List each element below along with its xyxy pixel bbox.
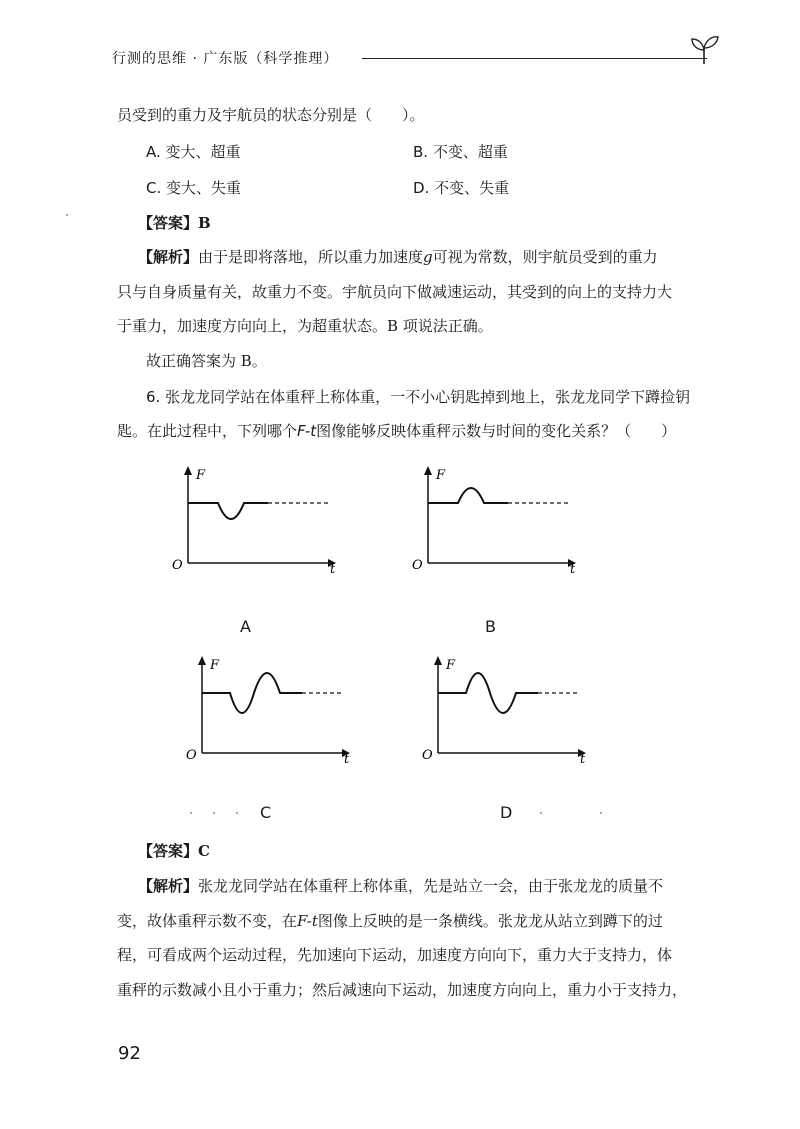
q5-option-c: C. 变大、失重 bbox=[146, 179, 242, 197]
graph-b bbox=[408, 463, 588, 583]
scan-dot bbox=[236, 812, 238, 814]
q6-stem-line-1: 6. 张龙龙同学站在体重秤上称体重，一不小心钥匙掉到地上，张龙龙同学下蹲捡钥 bbox=[146, 388, 691, 406]
stem-text: 图像能够反映体重秤示数与时间的变化关系？（ ） bbox=[316, 422, 677, 440]
q6-analysis-line-1 bbox=[138, 876, 738, 896]
header-rule bbox=[362, 58, 707, 59]
y-axis-arrow bbox=[184, 466, 192, 475]
origin-label: O bbox=[172, 558, 183, 573]
scan-dot bbox=[66, 214, 68, 216]
graph-c-label: C bbox=[260, 803, 272, 822]
graph-d bbox=[418, 653, 598, 773]
graph-c bbox=[182, 653, 362, 773]
scan-dot bbox=[213, 812, 215, 814]
graph-b-label: B bbox=[485, 617, 496, 636]
q5-stem-tail: 员受到的重力及宇航员的状态分别是（ ）。 bbox=[117, 106, 425, 124]
graph-a-label: A bbox=[240, 617, 251, 636]
axis-label-t: t bbox=[344, 752, 350, 767]
header-title: 行测的思维 · 广东版（科学推理） bbox=[112, 51, 339, 67]
q5-conclusion: 故正确答案为 B。 bbox=[146, 352, 267, 370]
q6-answer bbox=[138, 841, 738, 861]
axis-label-t: t bbox=[330, 562, 336, 577]
q5-option-d: D. 不变、失重 bbox=[413, 179, 510, 197]
y-axis-arrow bbox=[434, 656, 442, 665]
scan-dot bbox=[600, 812, 602, 814]
q5-answer bbox=[138, 213, 738, 233]
analysis-text: 张龙龙同学站在体重秤上称体重，先是站立一会，由于张龙龙的质量不 bbox=[198, 877, 664, 895]
q5-analysis-line-3: 于重力，加速度方向向上，为超重状态。B 项说法正确。 bbox=[117, 317, 493, 335]
answer-value: C bbox=[198, 842, 210, 860]
analysis-text: 变，故体重秤示数不变，在 bbox=[117, 912, 298, 930]
stem-text: 匙。在此过程中，下列哪个 bbox=[117, 422, 298, 440]
analysis-text: 可视为常数，则宇航员受到的重力 bbox=[432, 248, 658, 266]
curve bbox=[188, 503, 268, 519]
answer-value: B bbox=[198, 214, 211, 232]
q6-analysis-line-2 bbox=[117, 911, 717, 931]
q5-analysis-line-1 bbox=[138, 247, 738, 267]
curve bbox=[202, 673, 302, 713]
origin-label: O bbox=[186, 748, 197, 763]
origin-label: O bbox=[422, 748, 433, 763]
curve bbox=[428, 488, 508, 503]
q6-analysis-line-4: 重秤的示数减小且小于重力；然后减速向下运动，加速度方向向上，重力小于支持力， bbox=[117, 981, 688, 999]
running-header bbox=[112, 44, 722, 74]
scan-dot bbox=[190, 812, 192, 814]
axis-label-t: t bbox=[580, 752, 586, 767]
graph-c-svg bbox=[182, 653, 362, 773]
q6-analysis-line-3: 程，可看成两个运动过程，先加速向下运动，加速度方向向下，重力大于支持力，体 bbox=[117, 946, 673, 964]
analysis-tag: 【解析】 bbox=[138, 877, 199, 895]
y-axis-arrow bbox=[424, 466, 432, 475]
graph-d-label: D bbox=[500, 803, 513, 822]
sprout-icon bbox=[684, 26, 724, 66]
variable-f-t: F-t bbox=[297, 422, 317, 440]
graph-a bbox=[168, 463, 348, 583]
axis-label-f: F bbox=[196, 468, 206, 483]
analysis-tag: 【解析】 bbox=[138, 248, 199, 266]
variable-f-t: F-t bbox=[297, 912, 318, 930]
variable-g: g bbox=[423, 248, 433, 266]
axis-label-f: F bbox=[210, 658, 220, 673]
q5-option-a: A. 变大、超重 bbox=[146, 143, 241, 161]
q5-analysis-line-2: 只与自身质量有关，故重力不变。宇航员向下做减速运动，其受到的向上的支持力大 bbox=[117, 283, 673, 301]
graph-d-svg bbox=[418, 653, 598, 773]
y-axis-arrow bbox=[198, 656, 206, 665]
axis-label-f: F bbox=[446, 658, 456, 673]
analysis-text: 由于是即将落地，所以重力加速度 bbox=[198, 248, 424, 266]
axis-label-f: F bbox=[436, 468, 446, 483]
page-number: 92 bbox=[118, 1043, 141, 1064]
q6-stem-line-2 bbox=[117, 421, 717, 441]
origin-label: O bbox=[412, 558, 423, 573]
curve bbox=[438, 673, 538, 713]
axis-label-t: t bbox=[570, 562, 576, 577]
q5-option-b: B. 不变、超重 bbox=[413, 143, 508, 161]
graph-a-svg bbox=[168, 463, 348, 583]
answer-tag: 【答案】 bbox=[138, 214, 199, 232]
answer-tag: 【答案】 bbox=[138, 842, 199, 860]
scan-dot bbox=[540, 812, 542, 814]
graph-b-svg bbox=[408, 463, 588, 583]
analysis-text: 图像上反映的是一条横线。张龙龙从站立到蹲下的过 bbox=[317, 912, 663, 930]
